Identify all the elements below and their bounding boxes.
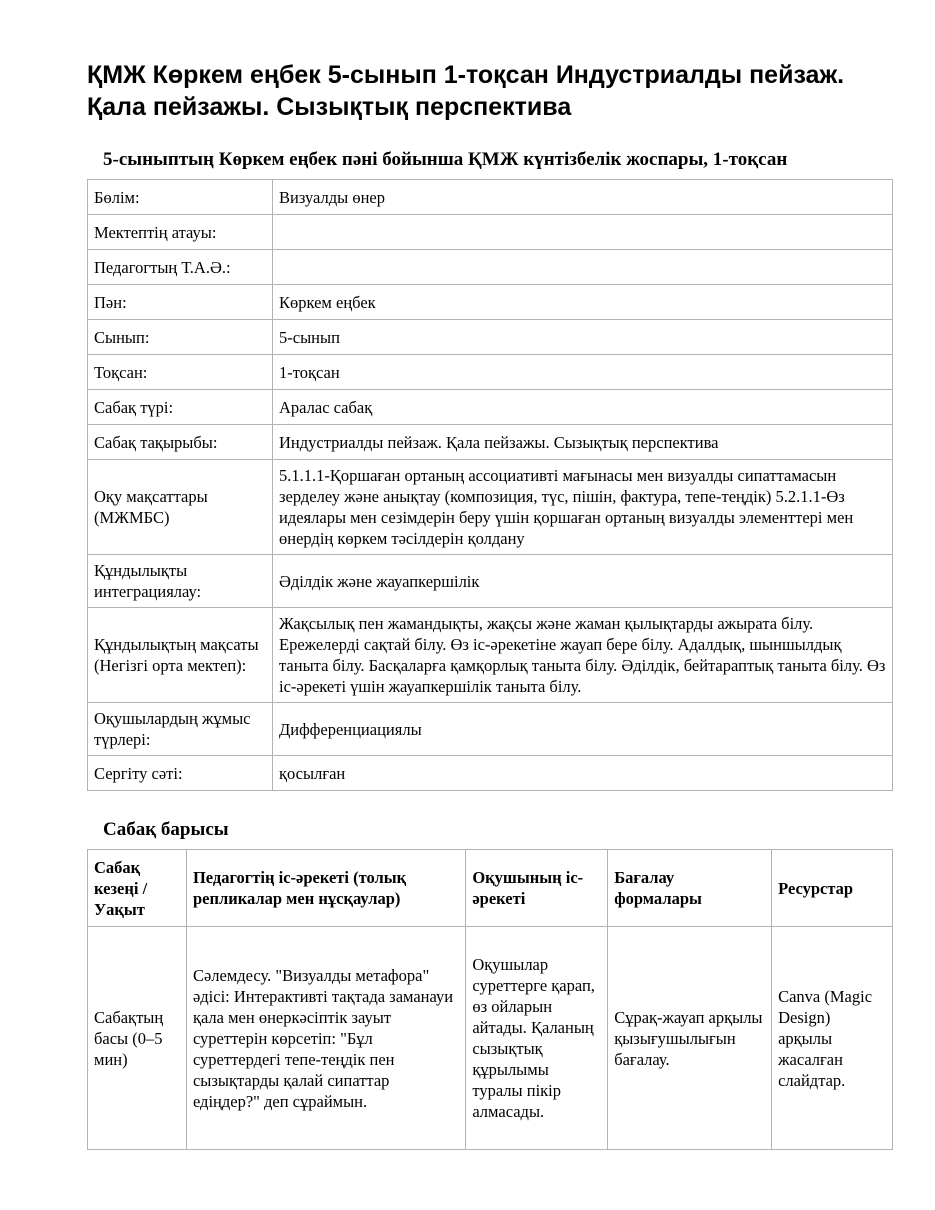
info-row (88, 390, 893, 425)
info-label: Тоқсан: (88, 355, 273, 390)
info-row (88, 703, 893, 756)
info-label: Пән: (88, 285, 273, 320)
info-label: Педагогтың Т.А.Ә.: (88, 250, 273, 285)
lesson-column-header: Педагогтің іс-әрекеті (толық репликалар мен нұсқаулар) (186, 850, 465, 927)
lesson-column-header: Оқушының іс-әрекеті (466, 850, 608, 927)
info-value: қосылған (273, 756, 893, 791)
info-value: Жақсылық пен жамандықты, жақсы және жаман қылықтарды ажырата білу. Ережелерді сақтай білу. Өз іс-әрекетіне жауап бере білу. Адалдық, шыншылдық таныта білу. Басқаларға қамқорлық таныта білу. Әділдік, бейтараптық таныта білу. Өз іс-әрекеті үшін жауапкершілік таныта білу. (273, 608, 893, 703)
info-label: Құндылықты интеграциялау: (88, 555, 273, 608)
lesson-section-title: Сабақ барысы (103, 819, 229, 840)
info-value: Көркем еңбек (273, 285, 893, 320)
info-value (273, 215, 893, 250)
info-value: Аралас сабақ (273, 390, 893, 425)
lesson-column-header: Бағалау формалары (608, 850, 772, 927)
info-row (88, 320, 893, 355)
lesson-flow-table (87, 849, 893, 1150)
info-row (88, 180, 893, 215)
lesson-header-row (88, 850, 893, 927)
lesson-row (88, 927, 893, 1150)
info-label: Құндылықтың мақсаты (Негізгі орта мектеп): (88, 608, 273, 703)
info-row (88, 460, 893, 555)
info-value: Дифференциациялы (273, 703, 893, 756)
lesson-column-header: Сабақ кезеңі / Уақыт (88, 850, 187, 927)
lesson-cell: Canva (Magic Design) арқылы жасалған слайдтар. (772, 927, 893, 1150)
document-title: ҚМЖ Көркем еңбек 5-сынып 1-тоқсан Индустриалды пейзаж. Қала пейзажы. Сызықтық перспектива (87, 61, 845, 121)
info-label: Сабақ тақырыбы: (88, 425, 273, 460)
info-label: Сергіту сәті: (88, 756, 273, 791)
lesson-cell: Сабақтың басы (0–5 мин) (88, 927, 187, 1150)
info-label: Оқушылардың жұмыс түрлері: (88, 703, 273, 756)
info-label: Оқу мақсаттары (МЖМБС) (88, 460, 273, 555)
info-row (88, 608, 893, 703)
info-value: 5-сынып (273, 320, 893, 355)
info-label: Бөлім: (88, 180, 273, 215)
lesson-column-header: Ресурстар (772, 850, 893, 927)
info-row (88, 250, 893, 285)
info-value (273, 250, 893, 285)
info-label: Сынып: (88, 320, 273, 355)
info-value: Әділдік және жауапкершілік (273, 555, 893, 608)
info-label: Мектептің атауы: (88, 215, 273, 250)
info-value: Индустриалды пейзаж. Қала пейзажы. Сызықтық перспектива (273, 425, 893, 460)
info-row (88, 355, 893, 390)
info-value: 1-тоқсан (273, 355, 893, 390)
info-row (88, 215, 893, 250)
info-value: 5.1.1.1-Қоршаған ортаның ассоциативті мағынасы мен визуалды сипаттамасын зерделеу және анықтау (композиция, түс, пішін, фактура, тепе-теңдік) 5.2.1.1-Өз идеялары мен сезімдерін беру үшін қоршаған ортаның визуалды элементтері мен өнердің көркем тәсілдерін қолдану (273, 460, 893, 555)
plan-subtitle: 5-сыныптың Көркем еңбек пәні бойынша ҚМЖ күнтізбелік жоспары, 1-тоқсан (103, 149, 788, 170)
info-value: Визуалды өнер (273, 180, 893, 215)
lesson-cell: Сәлемдесу. "Визуалды метафора" әдісі: Интерактивті тақтада заманауи қала мен өнеркәсіптік зауыт суреттерін көрсетіп: "Бұл суреттердегі тепе-теңдік пен сызықтарды қалай сипаттар едіңдер?" деп сұраймын. (186, 927, 465, 1150)
info-label: Сабақ түрі: (88, 390, 273, 425)
lesson-info-table (87, 179, 893, 791)
lesson-cell: Оқушылар суреттерге қарап, өз ойларын айтады. Қаланың сызықтық құрылымы туралы пікір алмасады. (466, 927, 608, 1150)
info-row (88, 756, 893, 791)
info-row (88, 425, 893, 460)
info-row (88, 285, 893, 320)
lesson-cell: Сұрақ-жауап арқылы қызығушылығын бағалау. (608, 927, 772, 1150)
info-row (88, 555, 893, 608)
